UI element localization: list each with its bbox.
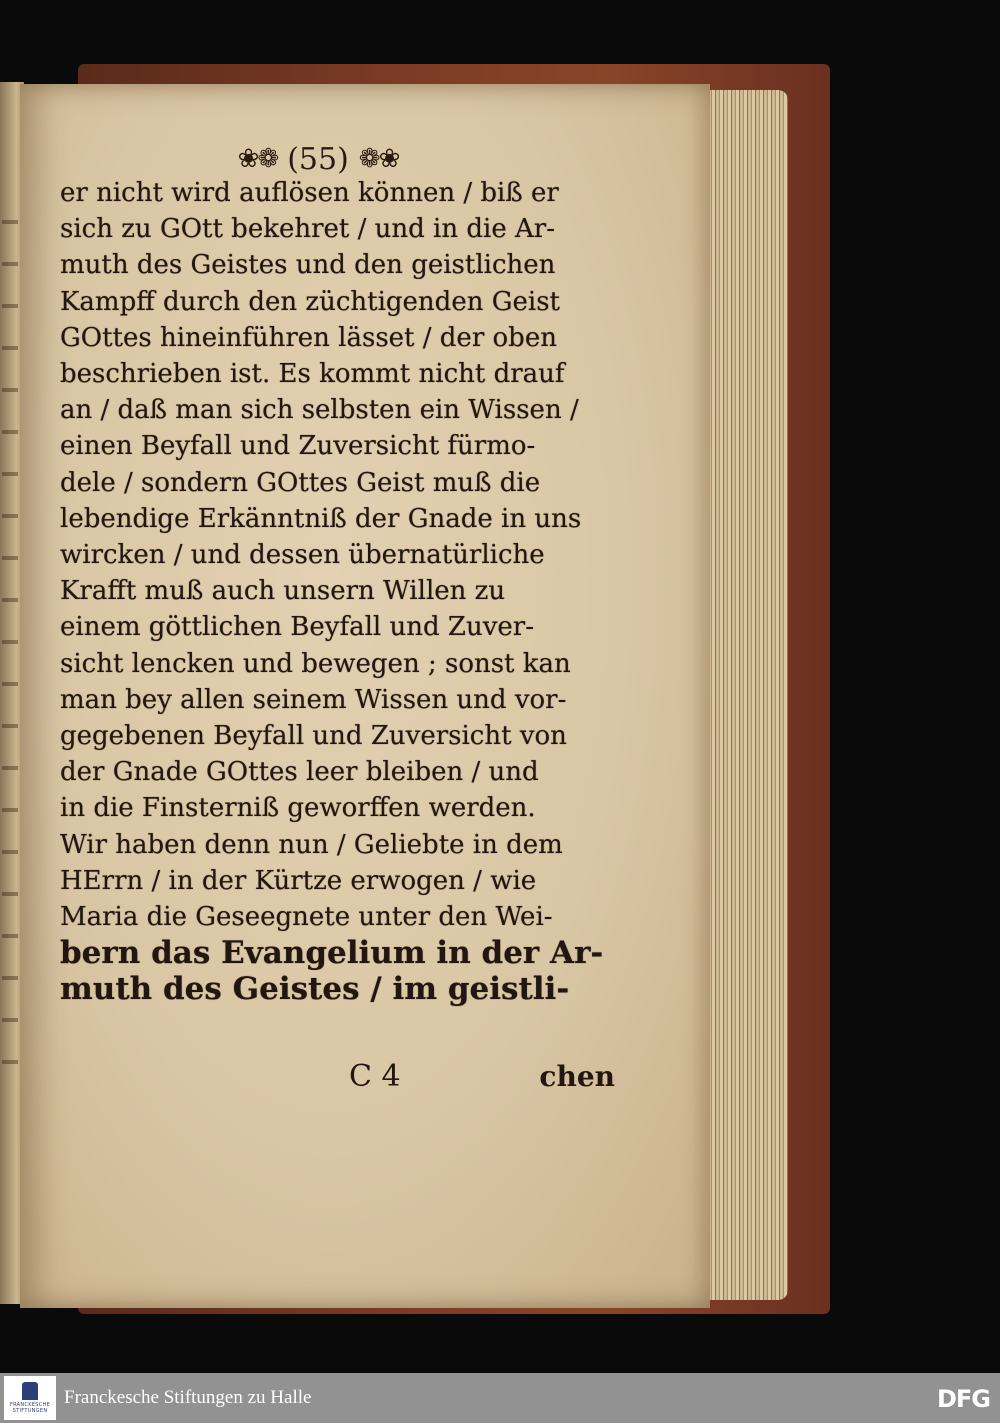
catchword: chen	[539, 1059, 615, 1093]
logo-text-line2: STIFTUNGEN	[12, 1408, 48, 1414]
header-ornament-right-icon: ❁❀	[358, 144, 399, 174]
page-number: (55)	[287, 141, 349, 177]
text-line: in die Finsterniß geworffen werden.	[60, 793, 536, 824]
text-line: HErrn / in der Kürtze erwogen / wie	[60, 865, 537, 896]
text-line: bern das Evangelium in der Ar-	[60, 935, 604, 972]
text-line: Wir haben denn nun / Geliebte in dem	[60, 829, 563, 860]
text-line: sicht lencken und bewegen ; sonst kan	[60, 648, 571, 679]
building-icon	[22, 1382, 38, 1400]
text-line: lebendige Erkänntniß der Gnade in uns	[60, 503, 582, 534]
text-line: dele / sondern GOttes Geist muß die	[60, 467, 541, 498]
text-line: einen Beyfall und Zuversicht fürmo-	[60, 431, 536, 462]
text-line: beschrieben ist. Es kommt nicht drauf	[60, 359, 565, 390]
viewer-footer-bar	[0, 1373, 1000, 1423]
text-line: gegebenen Beyfall und Zuversicht von	[60, 721, 567, 752]
text-line: der Gnade GOttes leer bleiben / und	[60, 757, 539, 788]
text-line: wircken / und dessen übernatürliche	[60, 540, 545, 571]
header-ornament-left-icon: ❀❁	[237, 144, 278, 174]
page-text	[60, 175, 605, 1008]
text-line: sich zu GOtt bekehret / und in die Ar-	[60, 214, 555, 245]
text-line: an / daß man sich selbsten ein Wissen /	[60, 395, 579, 426]
dfg-logo[interactable]: DFG	[936, 1385, 990, 1413]
page-footer	[345, 1052, 615, 1100]
signature-mark: C 4	[349, 1058, 401, 1094]
text-line: muth des Geistes und den geistlichen	[60, 250, 556, 281]
left-page-text-traces	[2, 182, 18, 1082]
text-line: er nicht wird auflösen können / biß er	[60, 178, 559, 208]
text-line: Kampff durch den züchtigenden Geist	[60, 286, 560, 317]
organization-name: Franckesche Stiftungen zu Halle	[64, 1387, 312, 1408]
text-line: GOttes hineinführen lässet / der oben	[60, 322, 557, 353]
franckesche-logo[interactable]	[4, 1376, 56, 1420]
text-line: Maria die Geseegnete unter den Wei-	[60, 902, 553, 933]
text-line: einem göttlichen Beyfall und Zuver-	[60, 612, 534, 643]
logo-text-line1: FRANCKESCHE	[9, 1402, 51, 1408]
text-line: muth des Geistes / im geistli-	[60, 971, 570, 1008]
text-line: Krafft muß auch unsern Willen zu	[60, 576, 506, 607]
page-header	[218, 138, 418, 180]
text-line: man bey allen seinem Wissen und vor-	[60, 684, 567, 715]
